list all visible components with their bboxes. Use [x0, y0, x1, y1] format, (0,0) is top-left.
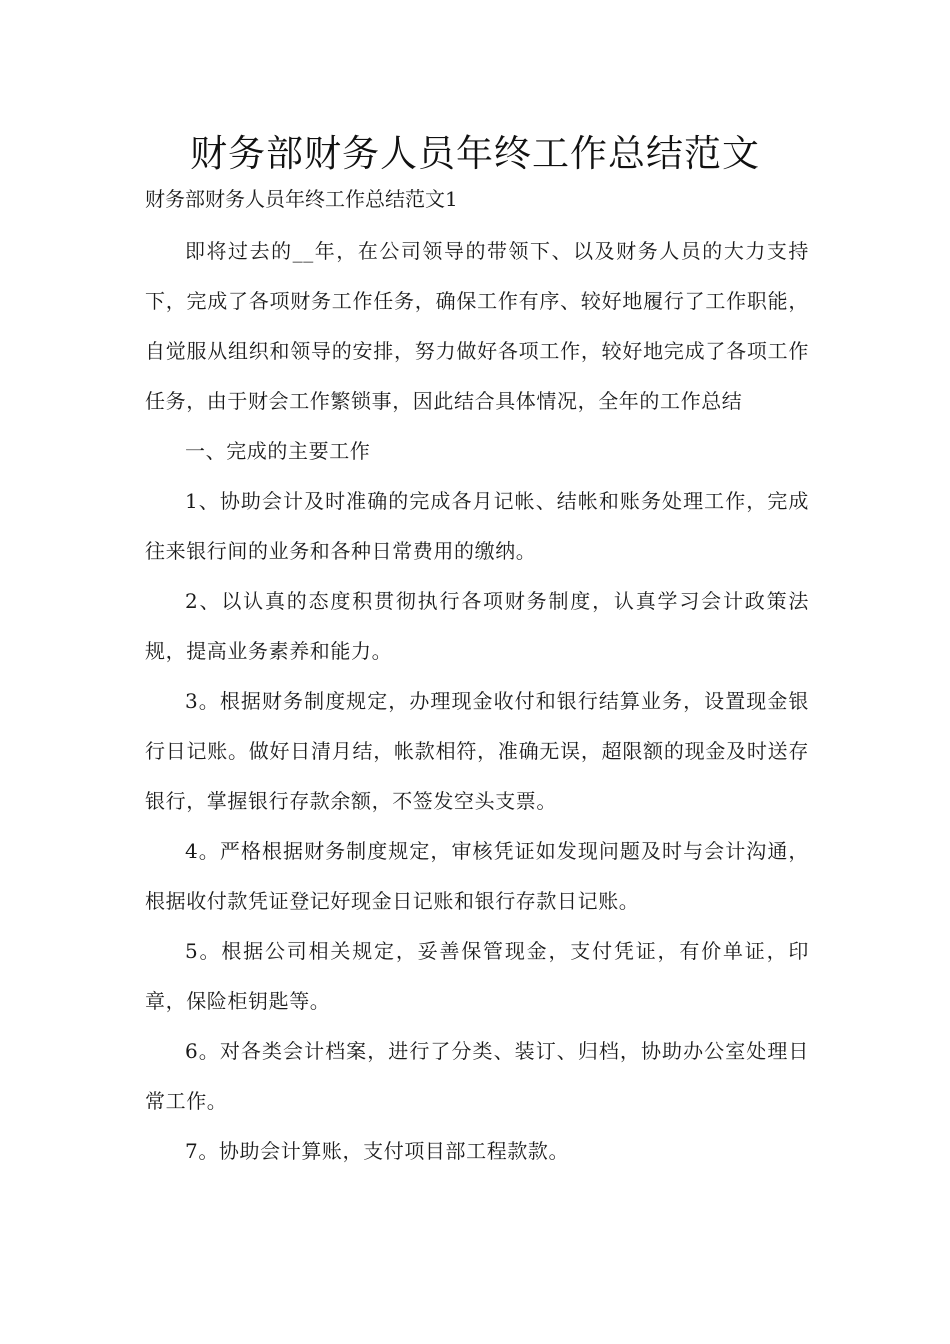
document-title: 财务部财务人员年终工作总结范文 — [190, 132, 760, 175]
work-item-6: 6。对各类会计档案，进行了分类、装订、归档，协助办公室处理日常工作。 — [145, 1039, 809, 1113]
work-item-2: 2、以认真的态度积贯彻执行各项财务制度，认真学习会计政策法规，提高业务素养和能力。 — [145, 589, 809, 663]
document-body — [145, 226, 809, 1176]
intro-paragraph: 即将过去的__年，在公司领导的带领下、以及财务人员的大力支持下，完成了各项财务工作任务，确保工作有序、较好地履行了工作职能，自觉服从组织和领导的安排，努力做好各项工作，较好地完成了各项工作任务，由于财会工作繁锁事，因此结合具体情况，全年的工作总结 — [145, 239, 809, 413]
section-heading: 一、完成的主要工作 — [185, 439, 371, 463]
work-item-7: 7。协助会计算账，支付项目部工程款款。 — [185, 1139, 570, 1163]
work-item-5: 5。根据公司相关规定，妥善保管现金，支付凭证，有价单证，印章，保险柜钥匙等。 — [145, 939, 809, 1013]
work-item-4: 4。严格根据财务制度规定，审核凭证如发现问题及时与会计沟通，根据收付款凭证登记好现金日记账和银行存款日记账。 — [145, 839, 809, 913]
work-item-3: 3。根据财务制度规定，办理现金收付和银行结算业务，设置现金银行日记账。做好日清月结，帐款相符，准确无误，超限额的现金及时送存银行，掌握银行存款余额，不签发空头支票。 — [145, 689, 809, 813]
work-item-1: 1、协助会计及时准确的完成各月记帐、结帐和账务处理工作，完成往来银行间的业务和各种日常费用的缴纳。 — [145, 489, 809, 563]
document-subtitle: 财务部财务人员年终工作总结范文1 — [145, 187, 458, 211]
